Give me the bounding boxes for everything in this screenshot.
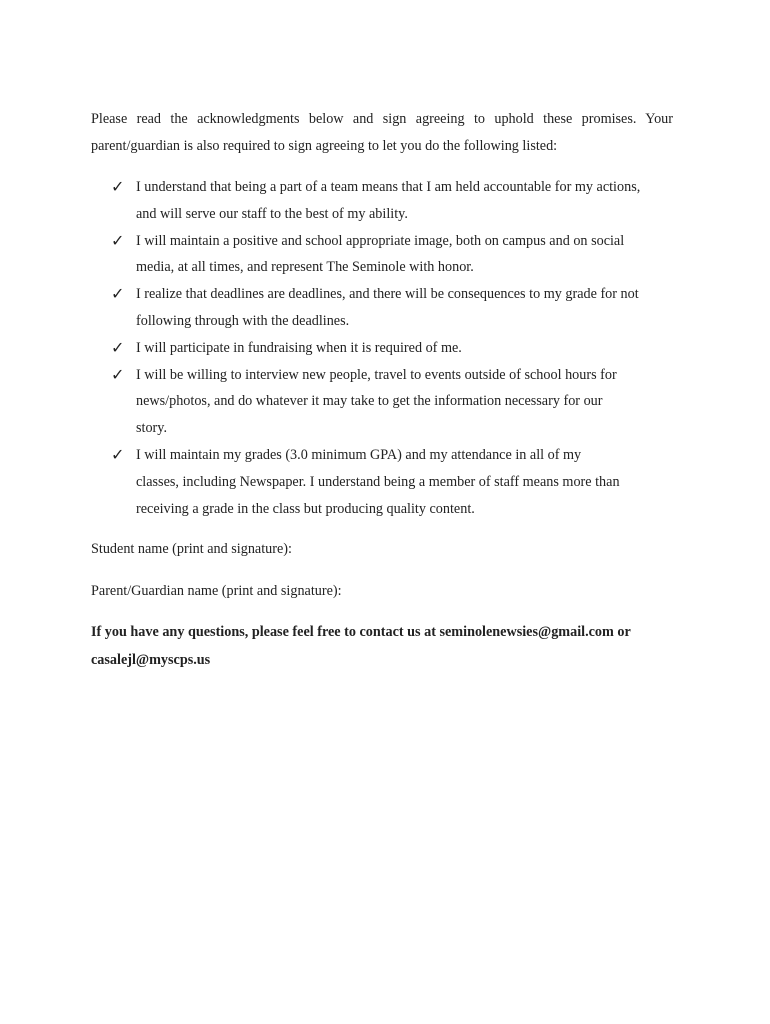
acknowledgment-line: I understand that being a part of a team means that I am held accountable for my actions, [136,179,641,195]
check-mark-icon: ✓ [111,444,125,464]
acknowledgment-item [111,281,675,335]
acknowledgment-item [111,362,675,442]
acknowledgment-line: and will serve our staff to the best of my ability. [136,205,408,222]
check-mark-icon: ✓ [111,364,125,384]
check-mark-icon: ✓ [111,230,125,250]
intro-paragraph: Please read the acknowledgments below and sign agreeing to uphold these promises. Your parent/guardian is also required to sign agreeing to let you do the following listed: [91,111,673,154]
acknowledgment-item [111,335,675,362]
check-mark-icon: ✓ [111,177,125,196]
acknowledgment-line: classes, including Newspaper. I understand being a member of staff means more than [136,473,620,490]
acknowledgment-line: receiving a grade in the class but producing quality content. [136,500,475,517]
acknowledgment-line: I will be willing to interview new people, travel to events outside of school hours for [136,366,617,383]
parent-signature-label: Parent/Guardian name (print and signature): [91,583,342,599]
acknowledgment-line: I will maintain my grades (3.0 minimum GPA) and my attendance in all of my [136,446,582,463]
acknowledgment-line: I will maintain a positive and school appropriate image, both on campus and on social [136,232,625,249]
contact-line: If you have any questions, please feel free to contact us at seminolenewsies@gmail.com or [91,624,631,640]
acknowledgment-line: following through with the deadlines. [136,312,350,329]
acknowledgment-item [111,174,675,228]
student-signature-label: Student name (print and signature): [91,541,292,557]
contact-line: casalejl@myscps.us [91,652,211,668]
contact-info [91,618,673,674]
acknowledgment-line: story. [136,420,167,437]
check-mark-icon: ✓ [111,284,125,304]
acknowledgment-line: news/photos, and do whatever it may take to get the information necessary for our [136,393,603,410]
acknowledgment-line: media, at all times, and represent The Seminole with honor. [136,259,474,276]
acknowledgment-line: I will participate in fundraising when it is required of me. [136,339,462,356]
check-mark-icon: ✓ [111,337,125,357]
acknowledgment-list [111,174,675,522]
acknowledgment-item [111,442,675,522]
acknowledgment-line: I realize that deadlines are deadlines, and there will be consequences to my grade for not [136,286,639,303]
acknowledgment-item [111,228,675,282]
